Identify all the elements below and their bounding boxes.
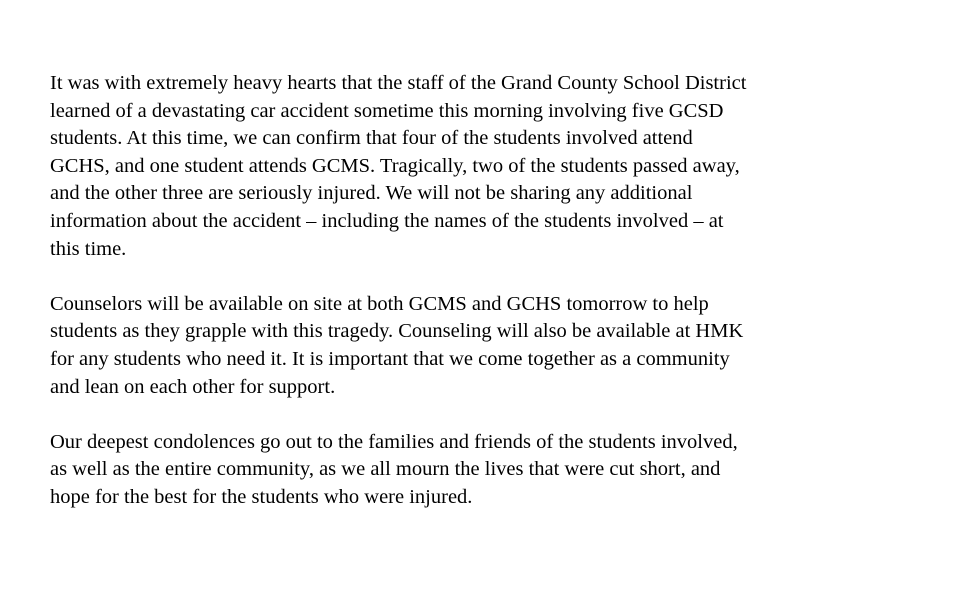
text-line: GCHS, and one student attends GCMS. Tragically, two of the students passed away, — [50, 154, 740, 177]
text-line: for any students who need it. It is important that we come together as a community — [50, 347, 730, 370]
text-line: hope for the best for the students who were injured. — [50, 485, 473, 508]
text-line: It was with extremely heavy hearts that the staff of the Grand County School District — [50, 72, 747, 94]
statement-body — [50, 70, 930, 539]
paragraph-counseling — [50, 291, 930, 401]
text-line: this time. — [50, 237, 127, 260]
text-line: students as they grapple with this tragedy. Counseling will also be available at HMK — [50, 320, 744, 343]
text-line: and lean on each other for support. — [50, 375, 336, 398]
text-line: as well as the entire community, as we all mourn the lives that were cut short, and — [50, 458, 721, 481]
text-line: information about the accident – including the names of the students involved – at — [50, 209, 724, 232]
text-line: learned of a devastating car accident sometime this morning involving five GCSD — [50, 99, 724, 122]
paragraph-accident-announcement — [50, 70, 930, 263]
text-line: and the other three are seriously injured. We will not be sharing any additional — [50, 182, 693, 205]
text-line: Our deepest condolences go out to the families and friends of the students involved, — [50, 430, 738, 453]
text-line: Counselors will be available on site at both GCMS and GCHS tomorrow to help — [50, 292, 709, 315]
paragraph-condolences — [50, 429, 930, 512]
text-line: students. At this time, we can confirm that four of the students involved attend — [50, 127, 693, 150]
